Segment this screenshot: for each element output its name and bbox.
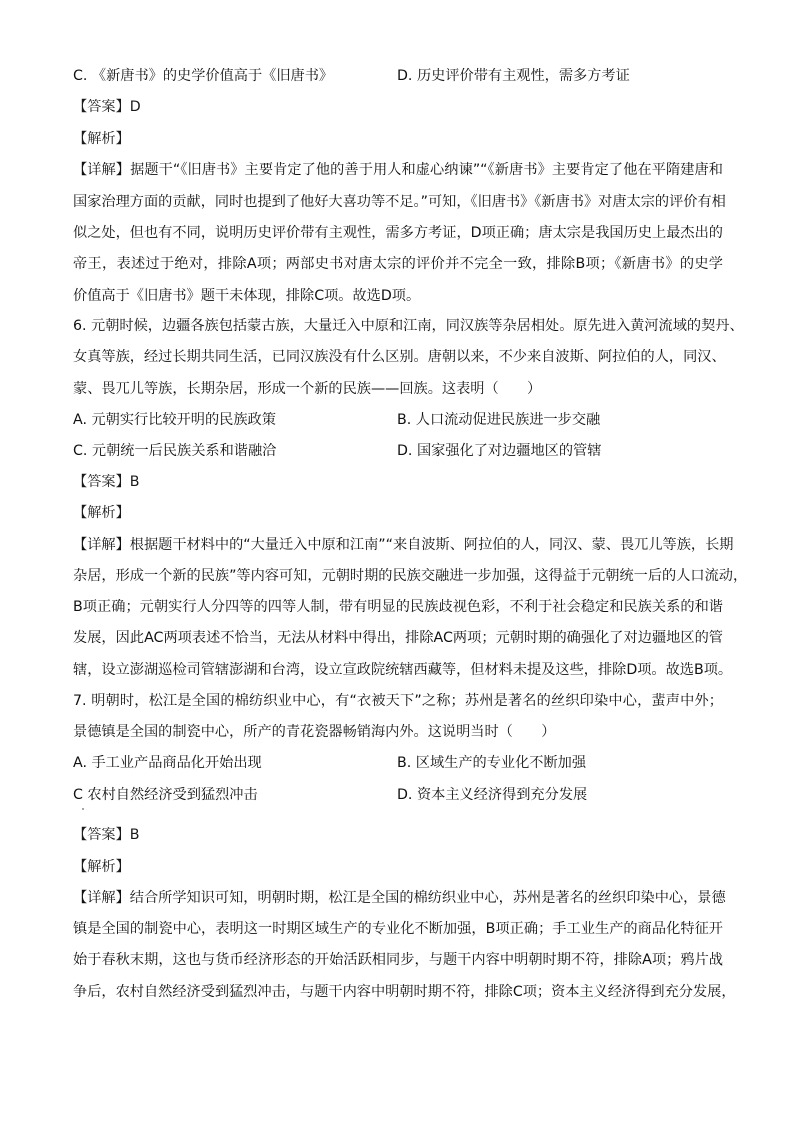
q6-option-b: B. 人口流动促进民族进一步交融 (397, 412, 601, 428)
q5-detail-line: 似之处，但也有不同，说明历史评价带有主观性，需多方考证，D项正确；唐太宗是我国历史上最杰出的 (73, 225, 723, 241)
q5-analysis-label: 【解析】 (73, 131, 130, 147)
q6-stem-line: 6. 元朝时候，边疆各族包括蒙古族，大量迁入中原和江南，同汉族等杂居相处。原先进入黄河流域的契丹、 (73, 318, 744, 334)
q6-detail-line: 杂居，形成一个新的民族”等内容可知，元朝时期的民族交融进一步加强，这得益于元朝统一后的人口流动， (73, 568, 748, 584)
q7-answer: 【答案】B (73, 827, 140, 843)
q7-option-c: C 农村自然经济受到猛烈冲击 (73, 787, 258, 803)
q7-detail-line: 镇是全国的制瓷中心，表明这一时期区域生产的专业化不断加强，B项正确；手工业生产的商品化特征开 (73, 921, 723, 937)
q7-detail-line: 【详解】结合所学知识可知，明朝时期，松江是全国的棉纺织业中心，苏州是著名的丝织印染中心，景德 (73, 890, 726, 906)
q6-detail-line: 发展，因此AC两项表述不恰当，无法从材料中得出，排除AC两项；元朝时期的确强化了对边疆地区的管 (73, 630, 723, 646)
q6-detail-line: 辖，设立澎湖巡检司管辖澎湖和台湾，设立宣政院统辖西藏等，但材料未提及这些，排除D项。故选B项。 (73, 662, 733, 678)
q6-stem-line: 女真等族，经过长期共同生活，已同汉族没有什么区别。唐朝以来，不少来自波斯、阿拉伯的人，同汉、 (73, 349, 726, 365)
q5-detail-line: 帝王，表述过于绝对，排除A项；两部史书对唐太宗的评价并不完全一致，排除B项；《新唐书》的史学 (73, 256, 723, 272)
q7-detail-line: 争后，农村自然经济受到猛烈冲击，与题干内容中明朝时期不符，排除C项；资本主义经济得到充分发展， (73, 984, 736, 1000)
q7-option-b: B. 区域生产的专业化不断加强 (397, 755, 587, 771)
q7-stem-line: 景德镇是全国的制瓷中心，所产的青花瓷器畅销海内外。这说明当时（ ） (73, 724, 556, 740)
q6-detail-line: 【详解】根据题干材料中的“大量迁入中原和江南”“来自波斯、阿拉伯的人，同汉、蒙、畏兀儿等族，长期 (73, 537, 734, 553)
q6-option-d: D. 国家强化了对边疆地区的管辖 (397, 443, 602, 459)
q6-stem-line: 蒙、畏兀儿等族，长期杂居，形成一个新的民族——回族。这表明（ ） (73, 381, 542, 397)
q6-analysis-label: 【解析】 (73, 505, 130, 521)
q5-detail-line: 国家治理方面的贡献，同时也提到了他好大喜功等不足。”可知，《旧唐书》《新唐书》对唐太宗的评价有相 (73, 194, 726, 210)
q6-option-c: C. 元朝统一后民族关系和谐融洽 (73, 443, 277, 459)
q5-detail-line: 价值高于《旧唐书》题干未体现，排除C项。故选D项。 (73, 288, 421, 304)
q7-stem-line: 7. 明朝时，松江是全国的棉纺织业中心，有“衣被天下”之称；苏州是著名的丝织印染中心，蜚声中外； (73, 693, 723, 709)
stray-mark (82, 808, 84, 810)
q5-option-c: C. 《新唐书》的史学价值高于《旧唐书》 (73, 68, 334, 84)
q6-detail-line: B项正确；元朝实行人分四等的四等人制，带有明显的民族歧视色彩，不利于社会稳定和民族关系的和谐 (73, 599, 723, 615)
q7-detail-line: 始于春秋末期，这也与货币经济形态的开始活跃相同步，与题干内容中明朝时期不符，排除A项；鸦片战 (73, 952, 723, 968)
q7-option-d: D. 资本主义经济得到充分发展 (397, 787, 588, 803)
q7-option-a: A. 手工业产品商品化开始出现 (73, 755, 262, 771)
q5-detail-line: 【详解】据题干“《旧唐书》主要肯定了他的善于用人和虚心纳谏”“《新唐书》主要肯定了他在平隋建唐和 (73, 162, 723, 178)
q5-answer: 【答案】D (73, 99, 141, 115)
q6-answer: 【答案】B (73, 474, 140, 490)
q6-option-a: A. 元朝实行比较开明的民族政策 (73, 412, 276, 428)
q7-analysis-label: 【解析】 (73, 859, 130, 875)
q5-option-d: D. 历史评价带有主观性，需多方考证 (397, 68, 630, 84)
